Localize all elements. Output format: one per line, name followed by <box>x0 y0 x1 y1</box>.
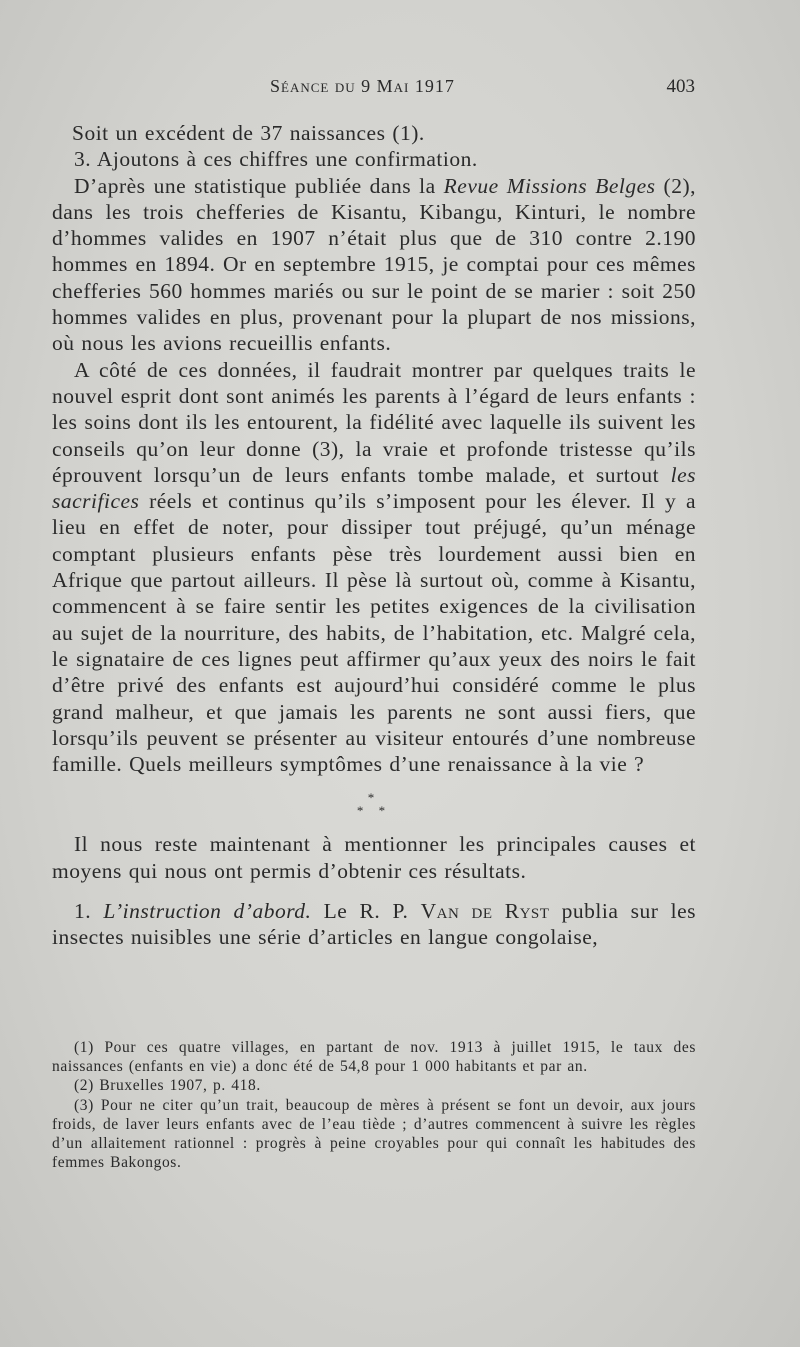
paragraph-4-text-b: réels et continus qu’ils s’imposent pour les élever. Il y a lieu en effet de noter, pour dissiper tout préjugé, qu’un ménage comptant plusieurs enfants pèse très lourdement aussi bien en Afrique que partout ailleurs. Il pèse là surtout où, comme à Kisantu, commencent à se faire sentir les petites exigences de la civilisation au sujet de la nourriture, des habits, de l’habitation, etc. Malgré cela, le signataire de ces lignes peut affirmer qu’aux yeux des noirs le fait d’être privé des enfants est aujourd’hui considéré comme le plus grand malheur, et que jamais les parents ne sont aussi fiers, que lorsqu’ils peuvent se présenter au visiteur entourés d’une nombreuse famille. Quels meilleurs symptômes d’une renaissance à la vie ? <box>52 489 696 777</box>
paragraph-4 <box>52 357 696 778</box>
paragraph-6-text-b: publia sur les insectes nuisibles une série d’articles en langue congolaise, <box>52 899 696 950</box>
paragraph-4-text-a: A côté de ces données, il faudrait montrer par quelques traits le nouvel esprit dont sont animés les parents à l’égard de leurs enfants : les soins dont ils les entourent, la fidélité avec laquelle ils suivent les conseils qu’on leur donne (3), la vraie et profonde tristesse qu’ils éprouvent lorsqu’un de leurs enfants tombe malade, et surtout <box>52 357 696 487</box>
paragraph-3-text-b: (2), dans les trois chefferies de Kisantu, Kibangu, Kinturi, le nombre d’hommes valides en 1907 n’était plus que de 310 contre 2.190 hommes en 1894. Or en septembre 1915, je comptai pour ces mêmes chefferies 560 hommes mariés ou sur le point de se marier : soit 250 hommes valides en plus, provenant pour la plupart de nos missions, où nous les avions recueillis enfants. <box>52 173 696 356</box>
footnote-3: (3) Pour ne citer qu’un trait, beaucoup de mères à présent se font un devoir, aux jours froids, de laver leurs enfants avec de l’eau tiède ; d’autres commencent à suivre les règles d’un allaitement rationnel : progrès à peine croyables pour qui connaît les habitudes des femmes Bakongos. <box>52 1096 696 1172</box>
section-break <box>52 791 696 817</box>
asterism-top: * <box>367 790 381 806</box>
page-header <box>0 76 800 104</box>
footnotes <box>52 1038 696 1172</box>
paragraph-6-text-a: Le R. P. <box>323 899 409 924</box>
main-text <box>52 120 696 951</box>
footnote-2: (2) Bruxelles 1907, p. 418. <box>74 1077 261 1095</box>
section-heading: L’instruction d’abord. <box>103 899 312 924</box>
paragraph-3-text-a: D’après une statistique publiée dans la <box>74 173 436 198</box>
author-name: Van de Ryst <box>420 899 550 924</box>
paragraph-1: Soit un excédent de 37 naissances (1). <box>72 121 425 145</box>
emphasis-sacrifices: les sacrifices <box>52 462 697 514</box>
page-number: 403 <box>666 76 695 97</box>
section-number: 1. <box>74 899 92 924</box>
paragraph-5: Il nous reste maintenant à mentionner les principales causes et moyens qui nous ont permis d’obtenir ces résultats. <box>52 832 696 883</box>
footnote-1: (1) Pour ces quatre villages, en partant de nov. 1913 à juillet 1915, le taux des naissances (enfants en vie) a donc été de 54,8 pour 1 000 habitants et par an. <box>52 1039 696 1076</box>
paragraph-2: 3. Ajoutons à ces chiffres une confirmation. <box>74 147 478 172</box>
paragraph-6 <box>52 898 696 951</box>
asterism-bottom: * * <box>356 803 392 819</box>
journal-title: Revue Missions Belges <box>443 173 656 198</box>
running-title: Séance du 9 Mai 1917 <box>270 76 455 96</box>
paragraph-3 <box>52 173 696 357</box>
